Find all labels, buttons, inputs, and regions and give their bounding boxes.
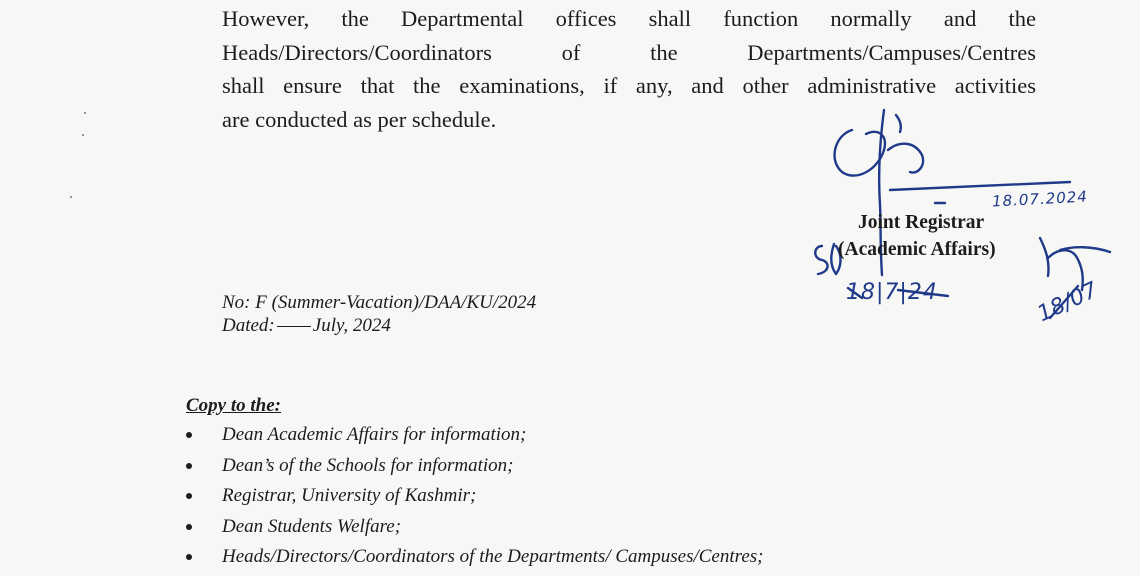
handwritten-date: 18.07.2024 — [991, 187, 1089, 211]
list-item-text: Heads/Directors/Coordinators of the Departments/ Campuses/Centres; — [222, 546, 764, 567]
paragraph-line: are conducted as per schedule. — [222, 106, 497, 132]
reference-date — [222, 315, 391, 337]
bullet-icon — [186, 493, 192, 499]
handwritten-date-right: 18/07 — [1033, 277, 1102, 328]
signatory-subtitle: (Academic Affairs) — [838, 239, 996, 260]
reference-number: No: F (Summer-Vacation)/DAA/KU/2024 — [222, 292, 537, 313]
list-item-text: Dean Students Welfare; — [222, 515, 402, 537]
list-item-text: Dean’s of the Schools for information; — [222, 454, 514, 476]
initial-stroke — [1040, 238, 1110, 290]
paragraph-line: However, the Departmental offices shall function normally and the — [222, 6, 1036, 31]
list-item — [186, 515, 763, 546]
dated-value: July, 2024 — [312, 315, 391, 336]
list-item — [186, 545, 763, 576]
paragraph-line: shall ensure that the examinations, if any, and other administrative activities — [222, 73, 1036, 98]
bullet-icon — [186, 524, 192, 530]
list-item — [186, 423, 763, 454]
signature-stroke — [835, 130, 885, 176]
handwritten-date-left: 18|7|24 — [846, 280, 938, 305]
paragraph-line: Heads/Directors/Coordinators of the Departments/Campuses/Centres — [222, 39, 1036, 65]
bullet-icon — [186, 463, 192, 469]
initial-stroke — [815, 246, 827, 274]
bullet-icon — [186, 432, 192, 438]
signature-stroke — [896, 115, 901, 132]
copy-to-list — [186, 423, 763, 576]
signatory-title: Joint Registrar — [858, 212, 985, 233]
bullet-icon — [186, 554, 192, 560]
date-blank — [277, 326, 311, 327]
dated-label: Dated: — [222, 315, 275, 336]
copy-to-heading: Copy to the: — [186, 395, 281, 416]
signature-stroke — [888, 144, 923, 173]
list-item — [186, 454, 763, 485]
list-item-text: Registrar, University of Kashmir; — [222, 485, 477, 506]
list-item — [186, 484, 763, 515]
list-item-text: Dean Academic Affairs for information; — [222, 424, 527, 445]
